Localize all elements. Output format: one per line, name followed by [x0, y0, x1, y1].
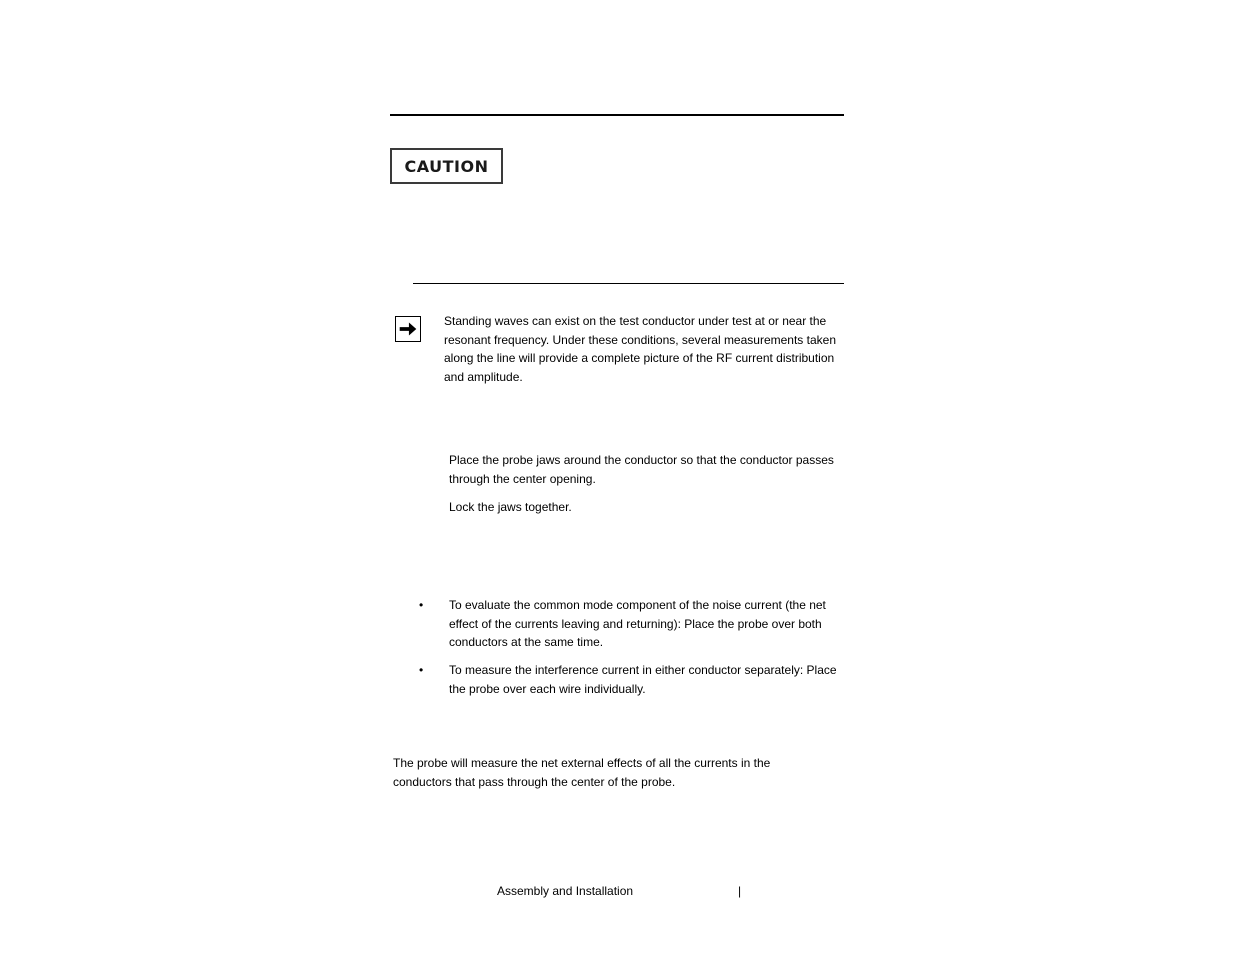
bullet-item: To evaluate the common mode component of the noise current (the net effect of the currents leaving and returning): Place the probe over both conductors at the same time.	[449, 598, 826, 650]
bullet-item: To measure the interference current in either conductor separately: Place the probe over each wire individually.	[449, 663, 837, 696]
bullet-marker: •	[419, 663, 424, 677]
footer-separator: |	[738, 884, 742, 898]
top-rule	[390, 114, 844, 116]
caution-label-box	[390, 148, 503, 184]
note-text: Standing waves can exist on the test conductor under test at or near the resonant frequency. Under these conditions, several measurements taken along the line will provide a complete picture of the RF current distribution and amplitude.	[444, 314, 836, 384]
step-item: Place the probe jaws around the conductor so that the conductor passes through the center opening.	[449, 453, 834, 486]
section-rule	[413, 283, 844, 284]
closing-paragraph: The probe will measure the net external effects of all the currents in the conductors that pass through the center of the probe.	[393, 756, 771, 789]
arrow-right-icon	[395, 316, 421, 342]
step-item: Lock the jaws together.	[449, 500, 572, 514]
footer-section-title: Assembly and Installation	[497, 884, 634, 898]
bullet-marker: •	[419, 598, 424, 612]
caution-label: CAUTION	[404, 156, 489, 176]
